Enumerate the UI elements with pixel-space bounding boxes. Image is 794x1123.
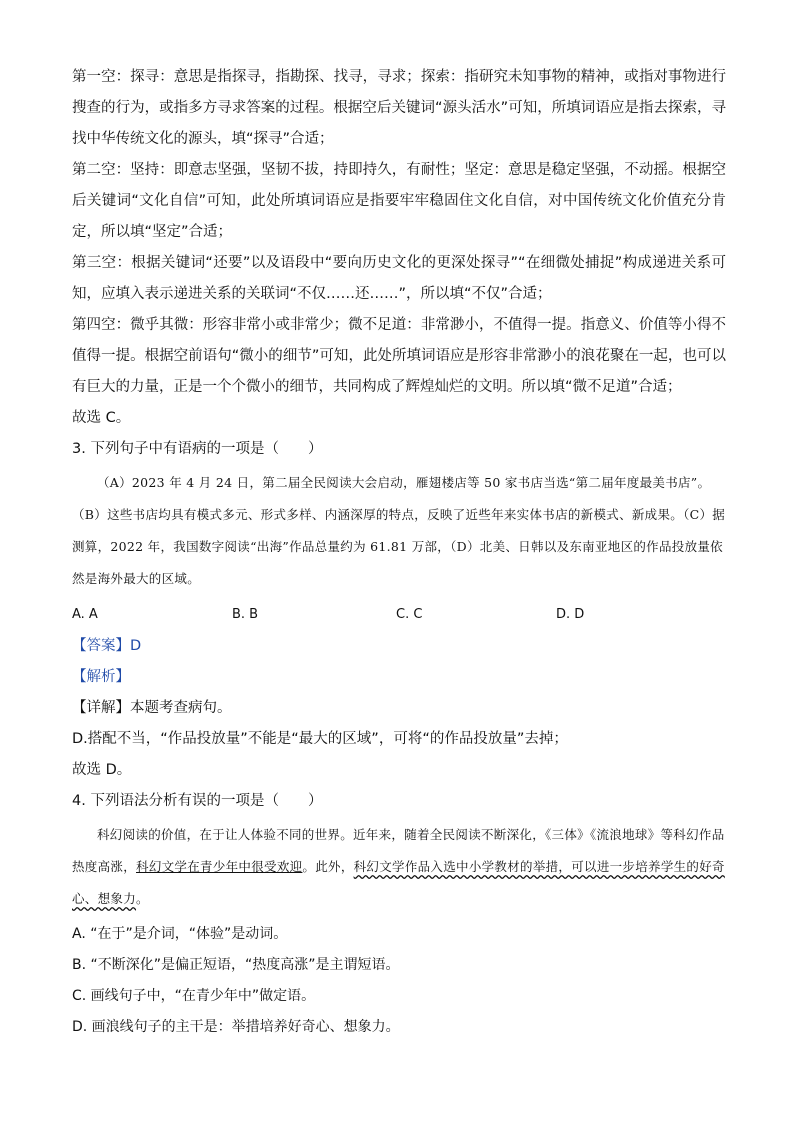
answer-label: 【答案】D [72, 638, 142, 654]
question-3-options [72, 599, 726, 631]
explanation-blank-3: 第三空：根据关键词“还要”以及语段中“要向历史文化的更深处探寻”“在细微处捕捉”构成递进关系可知，应填入表示递进关系的关联词“不仅……还……”，所以填“不仅”合适； [72, 255, 726, 302]
passage-text: 。此外， [302, 859, 354, 874]
question-4-passage [72, 819, 726, 915]
q3-choice: 故选 D。 [72, 762, 132, 778]
explanation-blank-1: 第一空：探寻：意思是指探寻，指勘探、找寻，寻求；探索：指研究未知事物的精神，或指对事物进行搜查的行为，或指多方寻求答案的过程。根据空后关键词“源头活水”可知，所填词语应是指去探索，寻找中华传统文化的源头，填“探寻”合适； [72, 69, 726, 147]
wavy-underlined-sentence: 科幻文学作品入选中小学教材的举措，可以进一步培养学生的好奇心、想象力 [72, 859, 725, 906]
underlined-sentence: 科幻文学在青少年中很受欢迎 [136, 859, 303, 874]
option-a[interactable]: A. A [72, 607, 98, 622]
q4-option-b[interactable]: B. “不断深化”是偏正短语，“热度高涨”是主谓短语。 [72, 957, 400, 973]
option-b[interactable]: B. B [232, 607, 259, 622]
option-d[interactable]: D. D [556, 607, 585, 622]
passage-text: 科幻阅读的价值，在于让人体验不同的世界。近年来，随着全民阅读不断深化，《三体》《流浪地球》等科幻作品热度高涨， [72, 827, 725, 874]
document-page [72, 62, 726, 1043]
question-3-stem: 3. 下列句子中有语病的一项是（ ） [72, 441, 323, 457]
q4-option-a[interactable]: A. “在于”是介词，“体验”是动词。 [72, 926, 288, 942]
analysis-label: 【解析】 [72, 669, 130, 685]
explanation-blank-2: 第二空：坚持：即意志坚强，坚韧不拔，持即持久，有耐性；坚定：意思是稳定坚强，不动摇。根据空后关键词“文化自信”可知，此处所填词语应是指要牢牢稳固住文化自信，对中国传统文化价值充分肯定，所以填“坚定”合适； [72, 162, 726, 240]
q4-option-c[interactable]: C. 画线句子中，“在青少年中”做定语。 [72, 988, 316, 1004]
option-c[interactable]: C. C [396, 607, 423, 622]
detail-text: 【详解】本题考查病句。 [72, 700, 232, 716]
section2-choice: 故选 C。 [72, 410, 131, 426]
explain-text: D.搭配不当，“作品投放量”不能是“最大的区域”，可将“的作品投放量”去掉； [72, 731, 568, 747]
q4-option-d[interactable]: D. 画浪线句子的主干是：举措培养好奇心、想象力。 [72, 1019, 400, 1035]
passage-text: 。 [136, 891, 149, 906]
question-3-passage: （A）2023 年 4 月 24 日，第二届全民阅读大会启动，雁翅楼店等 50 家书店当选“第二届年度最美书店”。（B）这些书店均具有模式多元、形式多样、内涵深厚的特点，反映了近些年来实体书店的新模式、新成果。（C）据测算，2022 年，我国数字阅读“出海”作品总量约为 61.81 万部，（D）北美、日韩以及东南亚地区的作品投放量依然是海外最大的区域。 [72, 475, 726, 586]
question-4-stem: 4. 下列语法分析有误的一项是（ ） [72, 793, 323, 809]
explanation-blank-4: 第四空：微乎其微：形容非常小或非常少；微不足道：非常渺小，不值得一提。指意义、价值等小得不值得一提。根据空前语句“微小的细节”可知，此处所填词语应是形容非常渺小的浪花聚在一起，也可以有巨大的力量，正是一个个微小的细节，共同构成了辉煌灿烂的文明。所以填“微不足道”合适； [72, 317, 726, 395]
